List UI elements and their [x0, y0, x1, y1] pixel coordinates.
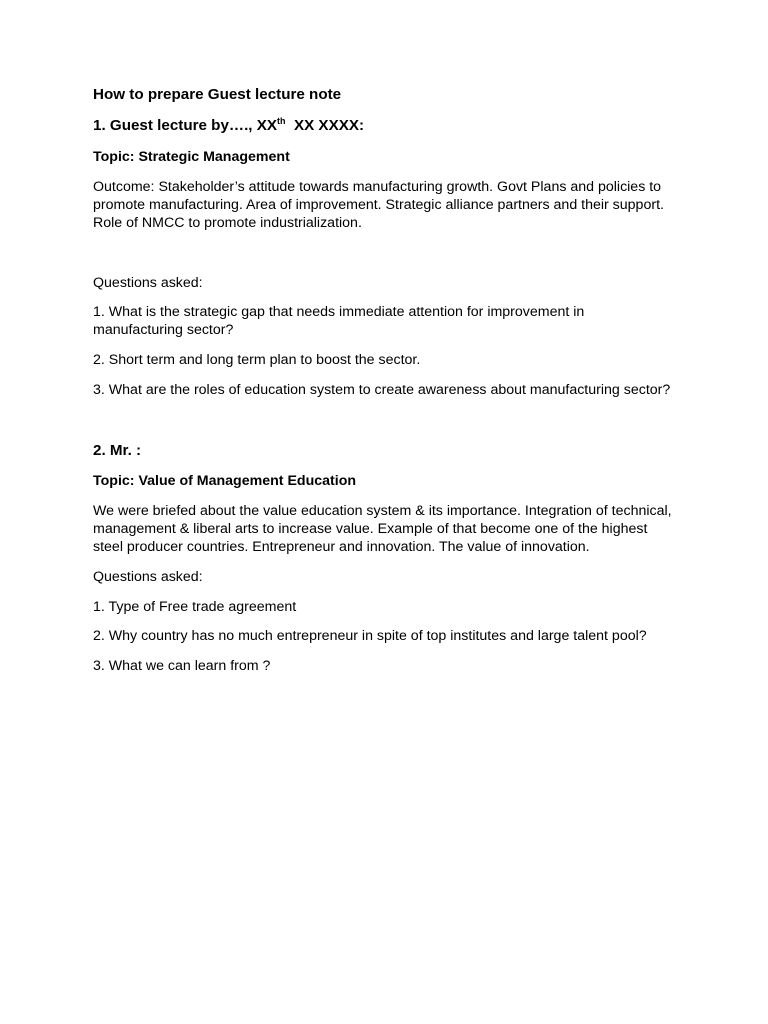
section-1-questions-label: Questions asked: — [93, 275, 203, 291]
section-2-question-1: 1. Type of Free trade agreement — [93, 599, 297, 615]
section-1-topic: Topic: Strategic Management — [93, 149, 290, 165]
section-2-topic: Topic: Value of Management Education — [93, 473, 357, 489]
section-2-body-line: steel producer countries. Entrepreneur and innovation. The value of innovation. — [93, 539, 590, 555]
section-1-outcome-line: Outcome: Stakeholder’s attitude towards manufacturing growth. Govt Plans and policies to — [93, 179, 662, 195]
section-2-body — [93, 502, 693, 556]
section-1-question-2: 2. Short term and long term plan to boost the sector. — [93, 352, 421, 368]
section-1-question-3: 3. What are the roles of education system to create awareness about manufacturing sector? — [93, 382, 671, 398]
section-1-outcome-line: Role of NMCC to promote industrialization. — [93, 215, 362, 231]
section-2-body-line: management & liberal arts to increase value. Example of that become one of the highest — [93, 521, 648, 537]
section-2-question-3: 3. What we can learn from ? — [93, 658, 271, 674]
section-1-outcome-line: promote manufacturing. Area of improvement. Strategic alliance partners and their support. — [93, 197, 664, 213]
section-1-question-1 — [93, 303, 693, 339]
document-title: How to prepare Guest lecture note — [93, 86, 342, 103]
section-1-heading-suffix: XX XXXX: — [285, 117, 365, 134]
section-2-question-2: 2. Why country has no much entrepreneur in spite of top institutes and large talent pool? — [93, 628, 647, 644]
section-1-heading-prefix: 1. Guest lecture by…., XX — [93, 117, 278, 134]
section-1-heading — [93, 117, 364, 135]
section-1-question-1-line: manufacturing sector? — [93, 322, 234, 338]
section-1-outcome — [93, 178, 693, 232]
section-2-questions-label: Questions asked: — [93, 569, 203, 585]
section-2-heading: 2. Mr. : — [93, 442, 142, 459]
section-2-body-line: We were briefed about the value education system & its importance. Integration of technical, — [93, 503, 672, 519]
section-1-heading-sup: th — [277, 116, 286, 126]
section-1-question-1-line: 1. What is the strategic gap that needs immediate attention for improvement in — [93, 304, 585, 320]
